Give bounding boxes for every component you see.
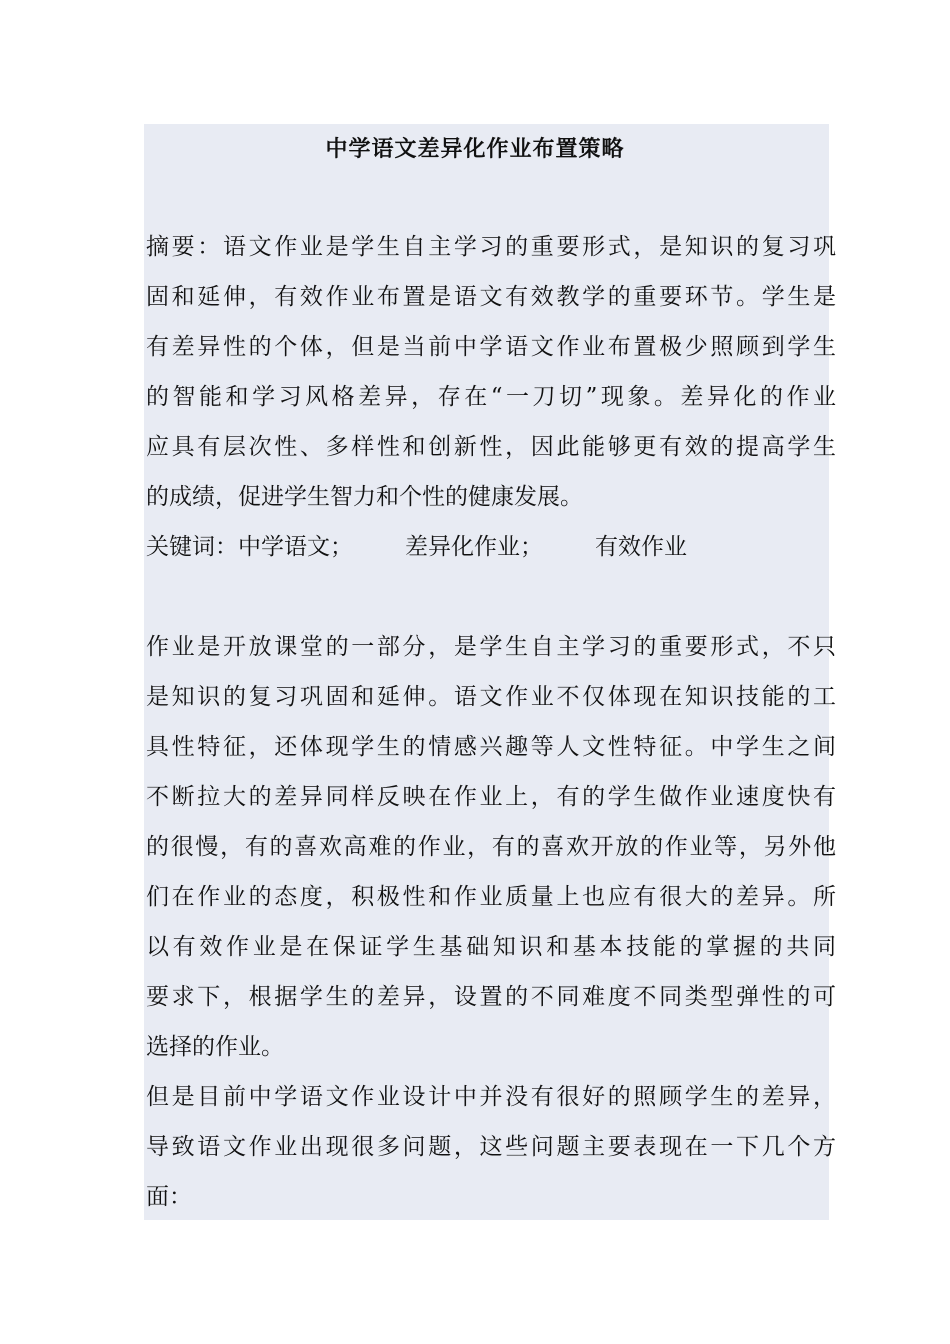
paragraph-line: 具性特征，还体现学生的情感兴趣等人文性特征。中学生之间 — [146, 734, 836, 760]
abstract-line: 的智能和学习风格差异，存在“一刀切”现象。差异化的作业 — [146, 384, 836, 410]
keyword-item: 差异化作业； — [405, 534, 543, 560]
paragraph-line: 选择的作业。 — [146, 1034, 284, 1060]
keyword-item: 有效作业 — [595, 534, 687, 560]
paragraph-line: 们在作业的态度，积极性和作业质量上也应有很大的差异。所 — [146, 884, 836, 910]
keywords — [146, 522, 687, 572]
abstract-line: 的成绩，促进学生智力和个性的健康发展。 — [146, 484, 583, 510]
paragraph-line: 但是目前中学语文作业设计中并没有很好的照顾学生的差异， — [146, 1084, 836, 1110]
abstract — [146, 222, 836, 522]
abstract-line: 固和延伸，有效作业布置是语文有效教学的重要环节。学生是 — [146, 284, 836, 310]
paragraph-line: 的很慢，有的喜欢高难的作业，有的喜欢开放的作业等，另外他 — [146, 834, 836, 860]
paragraph-line: 面： — [146, 1184, 192, 1210]
paragraph-line: 是知识的复习巩固和延伸。语文作业不仅体现在知识技能的工 — [146, 684, 836, 710]
abstract-line: 有差异性的个体，但是当前中学语文作业布置极少照顾到学生 — [146, 334, 836, 360]
paragraph-line: 以有效作业是在保证学生基础知识和基本技能的掌握的共同 — [146, 934, 836, 960]
body-paragraph-2 — [146, 1072, 836, 1222]
abstract-line: 摘要：语文作业是学生自主学习的重要形式，是知识的复习巩 — [146, 234, 836, 260]
body-paragraph-1 — [146, 622, 836, 1072]
keywords-label: 关键词： — [146, 534, 238, 560]
paragraph-line: 不断拉大的差异同样反映在作业上，有的学生做作业速度快有 — [146, 784, 836, 810]
paragraph-line: 导致语文作业出现很多问题，这些问题主要表现在一下几个方 — [146, 1134, 836, 1160]
document-title: 中学语文差异化作业布置策略 — [325, 137, 625, 162]
paragraph-line: 作业是开放课堂的一部分，是学生自主学习的重要形式，不只 — [146, 634, 836, 660]
paragraph-line: 要求下，根据学生的差异，设置的不同难度不同类型弹性的可 — [146, 984, 836, 1010]
keyword-item: 中学语文； — [238, 534, 353, 560]
abstract-line: 应具有层次性、多样性和创新性，因此能够更有效的提高学生 — [146, 434, 836, 460]
